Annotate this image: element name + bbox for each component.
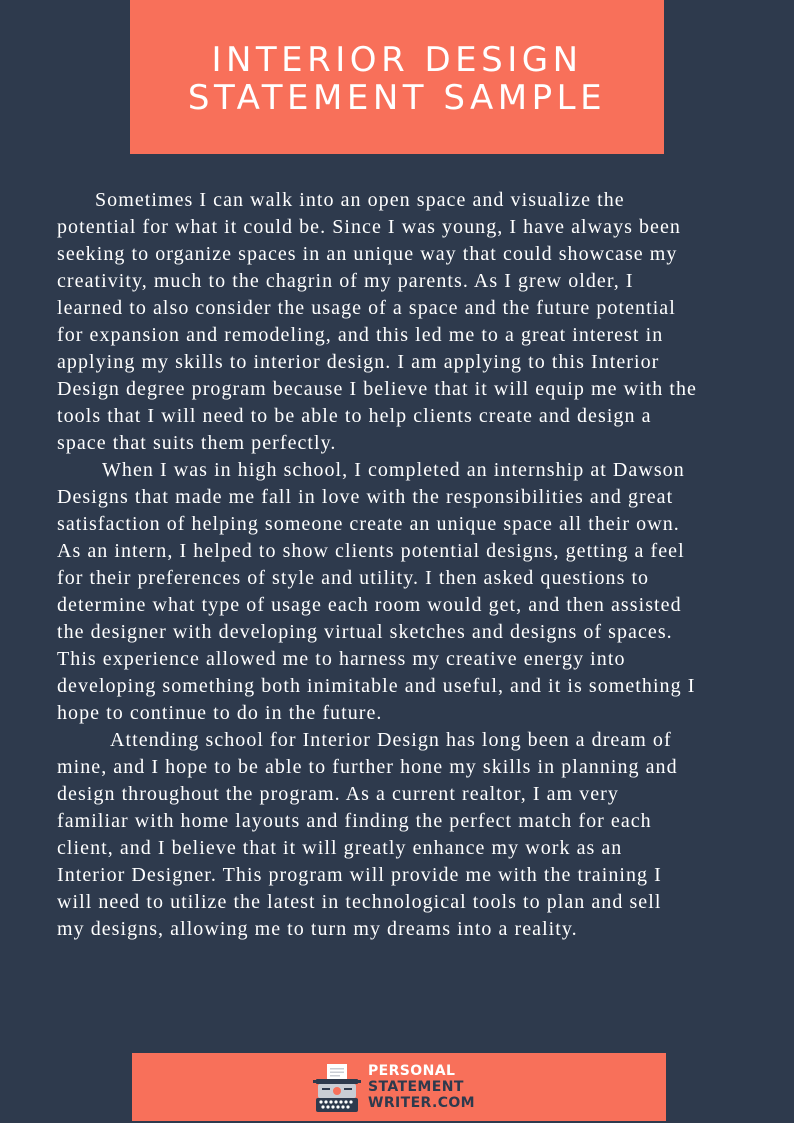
text-line: Interior Designer. This program will provide me with the training I: [57, 864, 662, 886]
brand-logo[interactable]: [312, 1062, 492, 1114]
text-line: potential for what it could be. Since I was young, I have always been: [57, 216, 681, 238]
footer-banner: [132, 1053, 666, 1121]
text-line: my designs, allowing me to turn my dreams into a reality.: [57, 918, 578, 940]
text-line: the designer with developing virtual sketches and designs of spaces.: [57, 621, 673, 643]
text-line: As an intern, I helped to show clients potential designs, getting a feel: [57, 540, 685, 562]
text-line: applying my skills to interior design. I am applying to this Interior: [57, 351, 660, 373]
text-line: determine what type of usage each room would get, and then assisted: [57, 594, 682, 616]
paragraph: [57, 187, 757, 457]
text-line: for their preferences of style and utility. I then asked questions to: [57, 567, 650, 589]
page-title-line-2: STATEMENT SAMPLE: [187, 78, 607, 118]
text-line: When I was in high school, I completed an internship at Dawson: [102, 459, 685, 481]
text-line: design throughout the program. As a current realtor, I am very: [57, 783, 619, 805]
text-line: Sometimes I can walk into an open space and visualize the: [95, 189, 625, 211]
logo-line-3: WRITER.COM: [368, 1095, 476, 1111]
text-line: satisfaction of helping someone create an unique space all their own.: [57, 513, 680, 535]
text-line: mine, and I hope to be able to further hone my skills in planning and: [57, 756, 678, 778]
text-line: learned to also consider the usage of a space and the future potential: [57, 297, 676, 319]
brand-logo-text: [368, 1063, 475, 1111]
text-line: tools that I will need to be able to help clients create and design a: [57, 405, 652, 427]
text-line: hope to continue to do in the future.: [57, 702, 383, 724]
text-line: space that suits them perfectly.: [57, 432, 337, 454]
text-line: for expansion and remodeling, and this led me to a great interest in: [57, 324, 664, 346]
text-line: familiar with home layouts and finding the perfect match for each: [57, 810, 652, 832]
title-banner: [130, 0, 664, 154]
statement-body: [57, 187, 757, 943]
logo-line-1: PERSONAL: [368, 1063, 456, 1079]
text-line: client, and I believe that it will greatly enhance my work as an: [57, 837, 623, 859]
text-line: seeking to organize spaces in an unique way that could showcase my: [57, 243, 678, 265]
typewriter-icon: [312, 1062, 362, 1114]
text-line: will need to utilize the latest in technological tools to plan and sell: [57, 891, 662, 913]
text-line: Attending school for Interior Design has long been a dream of: [110, 729, 672, 751]
logo-line-2: STATEMENT: [368, 1079, 464, 1095]
text-line: Design degree program because I believe that it will equip me with the: [57, 378, 697, 400]
text-line: developing something both inimitable and useful, and it is something I: [57, 675, 696, 697]
page-title-line-1: INTERIOR DESIGN: [211, 40, 583, 80]
text-line: Designs that made me fall in love with the responsibilities and great: [57, 486, 674, 508]
paragraph: [57, 727, 757, 943]
text-line: This experience allowed me to harness my creative energy into: [57, 648, 626, 670]
paragraph: [57, 457, 757, 727]
text-line: creativity, much to the chagrin of my parents. As I grew older, I: [57, 270, 634, 292]
